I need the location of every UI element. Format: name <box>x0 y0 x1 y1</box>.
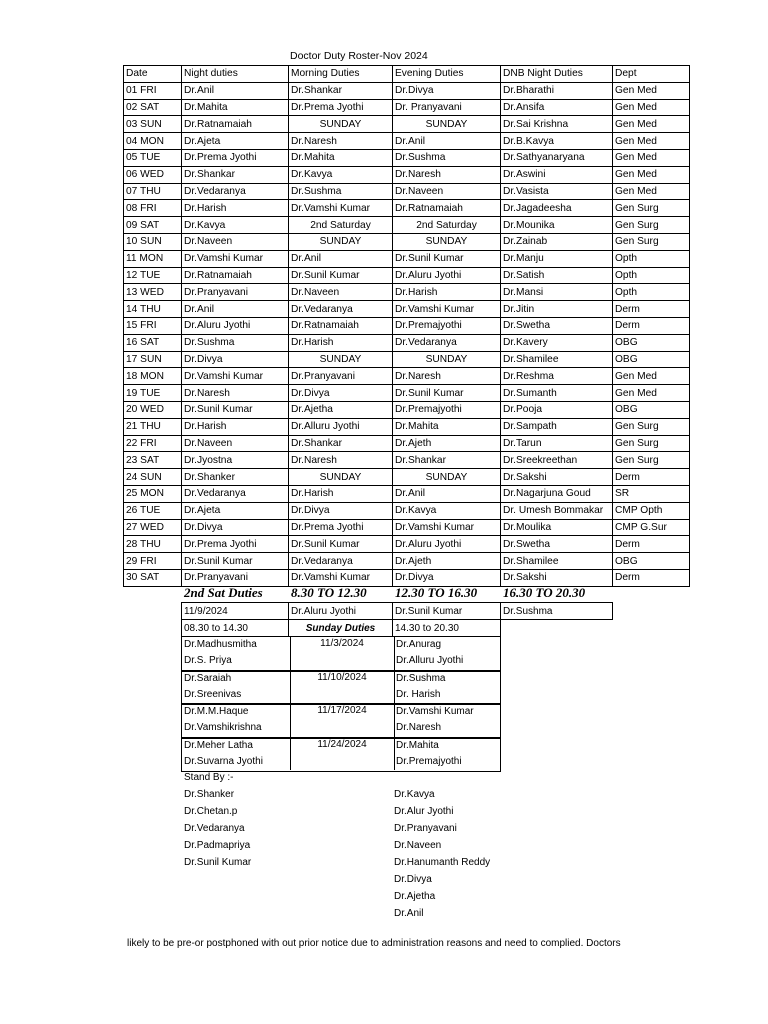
table-cell: Dr.Sathyanaryana <box>501 149 613 166</box>
table-cell: Dr.Ajeth <box>393 435 501 452</box>
table-cell: 19 TUE <box>124 385 182 402</box>
sunday-evening-doctor: Dr.Anurag <box>396 639 442 650</box>
table-row <box>124 502 690 519</box>
table-cell: 18 MON <box>124 368 182 385</box>
table-cell: OBG <box>613 553 690 570</box>
standby-doctor: Dr.Divya <box>394 874 432 885</box>
standby-doctor: Dr.Hanumanth Reddy <box>394 857 491 868</box>
table-cell: Dr.Anil <box>289 250 393 267</box>
table-cell: OBG <box>613 401 690 418</box>
table-cell: Dr.Naresh <box>182 385 289 402</box>
column-header: Evening Duties <box>393 66 501 83</box>
table-cell: Dr.Mahita <box>182 99 289 116</box>
table-cell: Dr.Aluru Jyothi <box>182 317 289 334</box>
table-cell: Dr.Ajeth <box>393 553 501 570</box>
table-row <box>124 351 690 368</box>
sat2-slot2: 12.30 TO 16.30 <box>395 585 478 600</box>
table-cell: Dr.Anil <box>393 485 501 502</box>
table-cell: Opth <box>613 267 690 284</box>
table-cell: 02 SAT <box>124 99 182 116</box>
table-row <box>124 233 690 250</box>
sunday-morning-time: 08.30 to 14.30 <box>182 620 289 637</box>
table-cell: Dr.Sunil Kumar <box>182 553 289 570</box>
table-cell: Gen Surg <box>613 418 690 435</box>
table-cell: SUNDAY <box>393 469 501 486</box>
sunday-morning-doctor: Dr.Vamshikrishna <box>184 722 262 733</box>
table-cell: Dr.Divya <box>289 385 393 402</box>
sunday-evening-doctor: Dr.Alluru Jyothi <box>396 655 464 666</box>
sunday-morning-doctor: Dr.S. Priya <box>184 655 232 666</box>
table-cell: Dr.Anil <box>182 82 289 99</box>
table-cell: Dr.Anil <box>182 301 289 318</box>
table-cell: 07 THU <box>124 183 182 200</box>
sunday-header-row <box>182 620 613 637</box>
table-cell: Dr.Vamshi Kumar <box>393 301 501 318</box>
table-cell: SUNDAY <box>393 351 501 368</box>
table-row <box>124 183 690 200</box>
table-cell: Dr.Pooja <box>501 401 613 418</box>
table-cell: Dr.Sunil Kumar <box>393 250 501 267</box>
table-cell: Dr.Naveen <box>182 233 289 250</box>
table-cell: 15 FRI <box>124 317 182 334</box>
table-cell: 2nd Saturday <box>289 217 393 234</box>
sunday-morning-doctor: Dr.Meher Latha <box>184 739 253 751</box>
table-cell: Dr.Kavya <box>182 217 289 234</box>
table-row <box>124 536 690 553</box>
table-cell: Dr.Divya <box>393 569 501 586</box>
table-cell: Dr.Jyostna <box>182 452 289 469</box>
table-cell: Dr.Vamshi Kumar <box>393 519 501 536</box>
table-cell: Dr.Zainab <box>501 233 613 250</box>
table-cell: OBG <box>613 351 690 368</box>
table-cell: Dr.Shankar <box>289 435 393 452</box>
table-cell: Dr.Harish <box>393 284 501 301</box>
table-cell: Dr.Naresh <box>289 133 393 150</box>
table-cell: Dr.Sumanth <box>501 385 613 402</box>
sunday-evening-doctor: Dr. Harish <box>396 688 441 700</box>
table-cell: 25 MON <box>124 485 182 502</box>
table-cell: 24 SUN <box>124 469 182 486</box>
sunday-evening-doctor: Dr.Mahita <box>396 739 439 751</box>
table-row <box>124 317 690 334</box>
table-cell: Gen Surg <box>613 217 690 234</box>
sat2-table <box>181 602 613 637</box>
table-cell: SR <box>613 485 690 502</box>
table-cell: Dr.Alluru Jyothi <box>289 418 393 435</box>
table-cell: Dr.Mansi <box>501 284 613 301</box>
roster-header-row <box>124 66 690 83</box>
table-row <box>124 569 690 586</box>
divider <box>394 670 395 704</box>
table-cell: SUNDAY <box>289 469 393 486</box>
standby-doctor: Dr.Ajetha <box>394 891 436 902</box>
table-cell: Dr.Swetha <box>501 536 613 553</box>
table-cell: Dr.Sunil Kumar <box>182 401 289 418</box>
table-cell: Dr.Jagadeesha <box>501 200 613 217</box>
table-row <box>124 469 690 486</box>
table-cell: Derm <box>613 569 690 586</box>
table-cell: SUNDAY <box>289 351 393 368</box>
table-cell: Dr. Umesh Bommakar <box>501 502 613 519</box>
sat2-doc2: Dr.Sunil Kumar <box>393 603 501 620</box>
sunday-morning-doctor: Dr.M.M.Haque <box>184 706 249 717</box>
table-cell: Dr.Kavya <box>289 166 393 183</box>
table-cell: 26 TUE <box>124 502 182 519</box>
table-cell: Dr.Shankar <box>182 166 289 183</box>
table-cell: Gen Med <box>613 385 690 402</box>
table-row <box>124 82 690 99</box>
table-cell: 2nd Saturday <box>393 217 501 234</box>
sunday-evening-doctor: Dr.Vamshi Kumar <box>396 706 474 717</box>
table-cell: 12 TUE <box>124 267 182 284</box>
table-cell: Dr.Vedaranya <box>182 485 289 502</box>
column-header: DNB Night Duties <box>501 66 613 83</box>
table-row <box>124 301 690 318</box>
standby-doctor: Dr.Kavya <box>394 789 435 800</box>
table-cell: Dr.Sunil Kumar <box>393 385 501 402</box>
table-cell: Dr.Shankar <box>393 452 501 469</box>
table-cell: 09 SAT <box>124 217 182 234</box>
table-row <box>124 435 690 452</box>
table-cell: Dr.Ratnamaiah <box>182 116 289 133</box>
table-cell: Dr.Vedaranya <box>393 334 501 351</box>
table-cell: Dr.Ajeta <box>182 502 289 519</box>
sunday-evening-doctor: Dr.Premajyothi <box>396 755 462 767</box>
table-cell: Dr.Ratnamaiah <box>182 267 289 284</box>
sat2-doc1: Dr.Aluru Jyothi <box>289 603 393 620</box>
table-cell: Dr.Mahita <box>393 418 501 435</box>
table-cell: 05 TUE <box>124 149 182 166</box>
table-cell: CMP Opth <box>613 502 690 519</box>
table-row <box>124 149 690 166</box>
table-cell: Dr.Vamshi Kumar <box>182 250 289 267</box>
table-cell: Dr.Naveen <box>393 183 501 200</box>
column-header: Morning Duties <box>289 66 393 83</box>
table-cell: Gen Med <box>613 183 690 200</box>
table-cell: Gen Med <box>613 149 690 166</box>
standby-doctor: Dr.Padmapriya <box>184 840 251 851</box>
sat2-doc3: Dr.Sushma <box>501 603 613 620</box>
table-cell: Dr.Nagarjuna Goud <box>501 485 613 502</box>
table-cell: 28 THU <box>124 536 182 553</box>
standby-doctor: Dr.Alur Jyothi <box>394 806 454 817</box>
divider <box>394 703 395 737</box>
sat2-date: 11/9/2024 <box>182 603 289 620</box>
table-cell: 13 WED <box>124 284 182 301</box>
table-row <box>124 250 690 267</box>
table-cell: Dr.Prema Jyothi <box>182 536 289 553</box>
table-row <box>124 334 690 351</box>
divider <box>394 636 395 670</box>
table-cell: 06 WED <box>124 166 182 183</box>
table-cell: Dr.Sakshi <box>501 469 613 486</box>
standby-doctor: Dr.Anil <box>394 908 424 919</box>
table-row <box>124 99 690 116</box>
column-header: Date <box>124 66 182 83</box>
table-cell: Dr.Sampath <box>501 418 613 435</box>
table-cell: Dr.Naresh <box>393 368 501 385</box>
table-cell: Dr.Divya <box>182 519 289 536</box>
table-cell: Dr.Pranyavani <box>289 368 393 385</box>
table-cell: Gen Med <box>613 116 690 133</box>
table-cell: Dr.Naresh <box>289 452 393 469</box>
table-cell: Dr.Premajyothi <box>393 401 501 418</box>
table-cell: Dr.Vedaranya <box>289 553 393 570</box>
table-cell: Dr.Harish <box>182 200 289 217</box>
table-cell: Dr.Aluru Jyothi <box>393 267 501 284</box>
table-cell: Gen Med <box>613 133 690 150</box>
sat2-slot1: 8.30 TO 12.30 <box>291 585 367 600</box>
table-cell: Dr.Sreekreethan <box>501 452 613 469</box>
table-cell: Dr.Sushma <box>182 334 289 351</box>
table-cell: Dr.Ratnamaiah <box>393 200 501 217</box>
standby-doctor: Dr.Shanker <box>184 789 235 800</box>
table-row <box>124 385 690 402</box>
table-cell: Dr.Kavery <box>501 334 613 351</box>
table-row <box>124 217 690 234</box>
table-cell: Dr.Ansifa <box>501 99 613 116</box>
table-cell: Dr.Pranyavani <box>182 284 289 301</box>
table-cell: Dr.Prema Jyothi <box>289 519 393 536</box>
table-cell: SUNDAY <box>289 233 393 250</box>
footer-note: likely to be pre-or postphoned with out prior notice due to administration reasons and need to complied. Doctors <box>127 938 621 949</box>
table-cell: 16 SAT <box>124 334 182 351</box>
column-header: Dept <box>613 66 690 83</box>
table-cell: Dr.Naveen <box>182 435 289 452</box>
table-cell: 08 FRI <box>124 200 182 217</box>
standby-doctor: Dr.Pranyavani <box>394 823 457 834</box>
table-cell: Dr.Divya <box>289 502 393 519</box>
table-cell: Derm <box>613 301 690 318</box>
table-cell: Opth <box>613 250 690 267</box>
table-cell: 20 WED <box>124 401 182 418</box>
table-row <box>124 200 690 217</box>
table-cell: 22 FRI <box>124 435 182 452</box>
sunday-evening-doctor: Dr.Sushma <box>396 672 446 684</box>
table-cell: Gen Med <box>613 82 690 99</box>
sunday-morning-doctor: Dr.Sreenivas <box>184 688 242 700</box>
standby-label: Stand By :- <box>184 772 234 783</box>
table-cell: Dr.Vedaranya <box>289 301 393 318</box>
sunday-date: 11/10/2024 <box>317 671 367 683</box>
table-cell: OBG <box>613 334 690 351</box>
sat2-heading: 2nd Sat Duties <box>184 585 263 600</box>
standby-doctor: Dr.Chetan.p <box>184 806 238 817</box>
table-cell: Dr.Sai Krishna <box>501 116 613 133</box>
table-cell: Dr.Vamshi Kumar <box>289 200 393 217</box>
table-row <box>124 368 690 385</box>
table-cell: 01 FRI <box>124 82 182 99</box>
roster-title: Doctor Duty Roster-Nov 2024 <box>290 50 428 62</box>
table-cell: Dr.Ratnamaiah <box>289 317 393 334</box>
table-cell: Dr.Pranyavani <box>182 569 289 586</box>
table-cell: Dr.Sushma <box>289 183 393 200</box>
table-cell: Dr.Moulika <box>501 519 613 536</box>
table-cell: Dr.B.Kavya <box>501 133 613 150</box>
table-row <box>124 116 690 133</box>
sunday-date: 11/17/2024 <box>317 705 367 716</box>
table-cell: Dr.Mounika <box>501 217 613 234</box>
table-cell: SUNDAY <box>393 116 501 133</box>
table-cell: Dr.Shamilee <box>501 351 613 368</box>
roster-table <box>123 65 690 587</box>
table-row <box>124 267 690 284</box>
sunday-morning-doctor: Dr.Madhusmitha <box>184 639 257 650</box>
table-cell: 10 SUN <box>124 233 182 250</box>
table-cell: Derm <box>613 536 690 553</box>
table-cell: Gen Surg <box>613 233 690 250</box>
table-cell: Dr.Harish <box>289 334 393 351</box>
standby-doctor: Dr.Sunil Kumar <box>184 857 252 868</box>
table-cell: 17 SUN <box>124 351 182 368</box>
table-cell: Dr.Vamshi Kumar <box>289 569 393 586</box>
table-cell: Gen Surg <box>613 200 690 217</box>
sat2-slot3: 16.30 TO 20.30 <box>503 585 586 600</box>
table-cell: Dr.Vedaranya <box>182 183 289 200</box>
table-cell: Dr.Divya <box>182 351 289 368</box>
table-cell: Dr.Kavya <box>393 502 501 519</box>
table-cell: Dr.Shamilee <box>501 553 613 570</box>
table-cell: 21 THU <box>124 418 182 435</box>
sunday-duties-label: Sunday Duties <box>289 620 393 637</box>
sat2-row <box>182 603 613 620</box>
table-row <box>124 401 690 418</box>
table-cell: Dr.Sunil Kumar <box>289 536 393 553</box>
table-cell: Gen Med <box>613 368 690 385</box>
table-row <box>124 485 690 502</box>
table-cell: Derm <box>613 317 690 334</box>
table-cell: Dr.Sunil Kumar <box>289 267 393 284</box>
table-cell: Dr.Manju <box>501 250 613 267</box>
table-cell: Dr.Aswini <box>501 166 613 183</box>
table-row <box>124 452 690 469</box>
table-cell: Dr.Vamshi Kumar <box>182 368 289 385</box>
table-cell: Dr.Bharathi <box>501 82 613 99</box>
table-row <box>124 519 690 536</box>
table-cell: Gen Med <box>613 99 690 116</box>
table-cell: Dr.Shanker <box>182 469 289 486</box>
table-row <box>124 553 690 570</box>
table-row <box>124 418 690 435</box>
table-cell: Gen Surg <box>613 452 690 469</box>
table-cell: SUNDAY <box>393 233 501 250</box>
standby-doctor: Dr.Vedaranya <box>184 823 245 834</box>
table-cell: 30 SAT <box>124 569 182 586</box>
table-cell: Dr.Aluru Jyothi <box>393 536 501 553</box>
table-cell: Dr. Pranyavani <box>393 99 501 116</box>
sunday-morning-doctor: Dr.Suvarna Jyothi <box>184 755 263 767</box>
table-cell: Dr.Harish <box>289 485 393 502</box>
sunday-evening-doctor: Dr.Naresh <box>396 722 442 733</box>
table-cell: Dr.Tarun <box>501 435 613 452</box>
table-cell: 04 MON <box>124 133 182 150</box>
table-cell: Dr.Anil <box>393 133 501 150</box>
table-cell: Dr.Ajeta <box>182 133 289 150</box>
table-cell: Dr.Jitin <box>501 301 613 318</box>
table-cell: SUNDAY <box>289 116 393 133</box>
table-cell: 27 WED <box>124 519 182 536</box>
table-cell: Dr.Harish <box>182 418 289 435</box>
table-row <box>124 133 690 150</box>
table-cell: Opth <box>613 284 690 301</box>
sunday-date: 11/24/2024 <box>317 738 367 750</box>
column-header: Night duties <box>182 66 289 83</box>
table-cell: Dr.Naveen <box>289 284 393 301</box>
divider <box>394 737 395 771</box>
sunday-morning-doctor: Dr.Saraiah <box>184 672 232 684</box>
table-cell: 23 SAT <box>124 452 182 469</box>
table-cell: Dr.Prema Jyothi <box>289 99 393 116</box>
sunday-evening-time: 14.30 to 20.30 <box>393 620 501 637</box>
table-cell: Dr.Shankar <box>289 82 393 99</box>
table-row <box>124 284 690 301</box>
table-cell: 11 MON <box>124 250 182 267</box>
table-cell: Dr.Reshma <box>501 368 613 385</box>
table-cell: Dr.Naresh <box>393 166 501 183</box>
table-cell: Dr.Vasista <box>501 183 613 200</box>
table-cell: Dr.Sakshi <box>501 569 613 586</box>
table-cell: Dr.Prema Jyothi <box>182 149 289 166</box>
table-cell: CMP G.Sur <box>613 519 690 536</box>
table-row <box>124 166 690 183</box>
table-cell: Dr.Divya <box>393 82 501 99</box>
table-cell: Dr.Satish <box>501 267 613 284</box>
table-cell: 29 FRI <box>124 553 182 570</box>
table-cell: Derm <box>613 469 690 486</box>
table-cell: Dr.Ajetha <box>289 401 393 418</box>
table-cell: Dr.Sushma <box>393 149 501 166</box>
table-cell: Dr.Premajyothi <box>393 317 501 334</box>
table-cell: Dr.Mahita <box>289 149 393 166</box>
table-cell: Gen Med <box>613 166 690 183</box>
table-cell: 14 THU <box>124 301 182 318</box>
table-cell: Gen Surg <box>613 435 690 452</box>
table-cell: Dr.Swetha <box>501 317 613 334</box>
standby-doctor: Dr.Naveen <box>394 840 442 851</box>
table-cell: 03 SUN <box>124 116 182 133</box>
sunday-date: 11/3/2024 <box>320 638 364 649</box>
